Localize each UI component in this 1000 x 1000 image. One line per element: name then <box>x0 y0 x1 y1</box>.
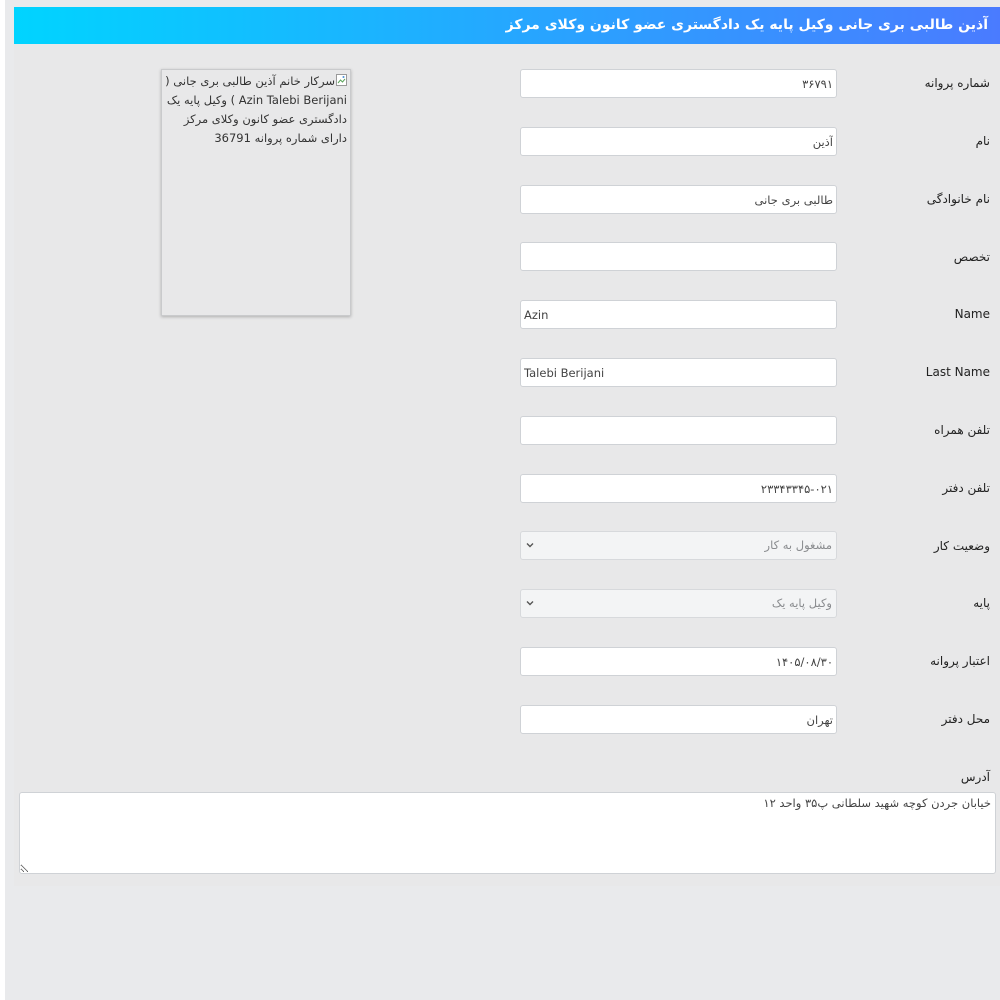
address-textarea[interactable] <box>19 792 996 874</box>
office-location-input[interactable] <box>520 705 837 734</box>
label-first-name: نام <box>975 134 990 148</box>
label-office-phone: تلفن دفتر <box>942 481 990 495</box>
office-phone-input[interactable] <box>520 474 837 503</box>
label-mobile: تلفن همراه <box>934 423 990 437</box>
grade-value: وکیل پایه یک <box>771 596 832 610</box>
label-last-name-fa: نام خانوادگی <box>926 192 990 206</box>
specialty-input[interactable] <box>520 242 837 271</box>
broken-image-icon <box>336 74 347 86</box>
last-name-fa-input[interactable] <box>520 185 837 214</box>
label-license-validity: اعتبار پروانه <box>930 654 990 668</box>
name-en-input[interactable] <box>520 300 837 329</box>
label-license-number: شماره پروانه <box>924 76 990 90</box>
left-border <box>0 0 5 1000</box>
first-name-input[interactable] <box>520 127 837 156</box>
grade-select[interactable] <box>520 589 837 618</box>
label-last-name-en: Last Name <box>925 365 990 379</box>
work-status-select[interactable] <box>520 531 837 560</box>
last-name-en-input[interactable] <box>520 358 837 387</box>
profile-panel <box>14 44 1000 886</box>
mobile-input[interactable] <box>520 416 837 445</box>
photo-alt-text: سرکار خانم آذین طالبی بری جانی ( Azin Talebi Berijani ) وکیل پایه یک دادگستری عضو کانون وکلای مرکز دارای شماره پروانه 36791 <box>165 74 347 145</box>
lawyer-photo <box>161 69 351 316</box>
license-number-input[interactable] <box>520 69 837 98</box>
label-specialty: تخصص <box>953 250 990 264</box>
label-work-status: وضعیت کار <box>933 539 990 553</box>
chevron-down-icon <box>526 541 534 549</box>
license-validity-input[interactable] <box>520 647 837 676</box>
page-title: آذین طالبی بری جانی وکیل پایه یک دادگستری عضو کانون وکلای مرکز <box>505 17 988 33</box>
chevron-down-icon <box>526 599 534 607</box>
label-name-en: Name <box>954 307 990 321</box>
work-status-value: مشغول به کار <box>764 538 832 552</box>
label-address: آدرس <box>960 770 990 784</box>
label-office-location: محل دفتر <box>941 712 990 726</box>
page-title-bar <box>14 7 1000 44</box>
label-grade: پایه <box>973 596 990 610</box>
